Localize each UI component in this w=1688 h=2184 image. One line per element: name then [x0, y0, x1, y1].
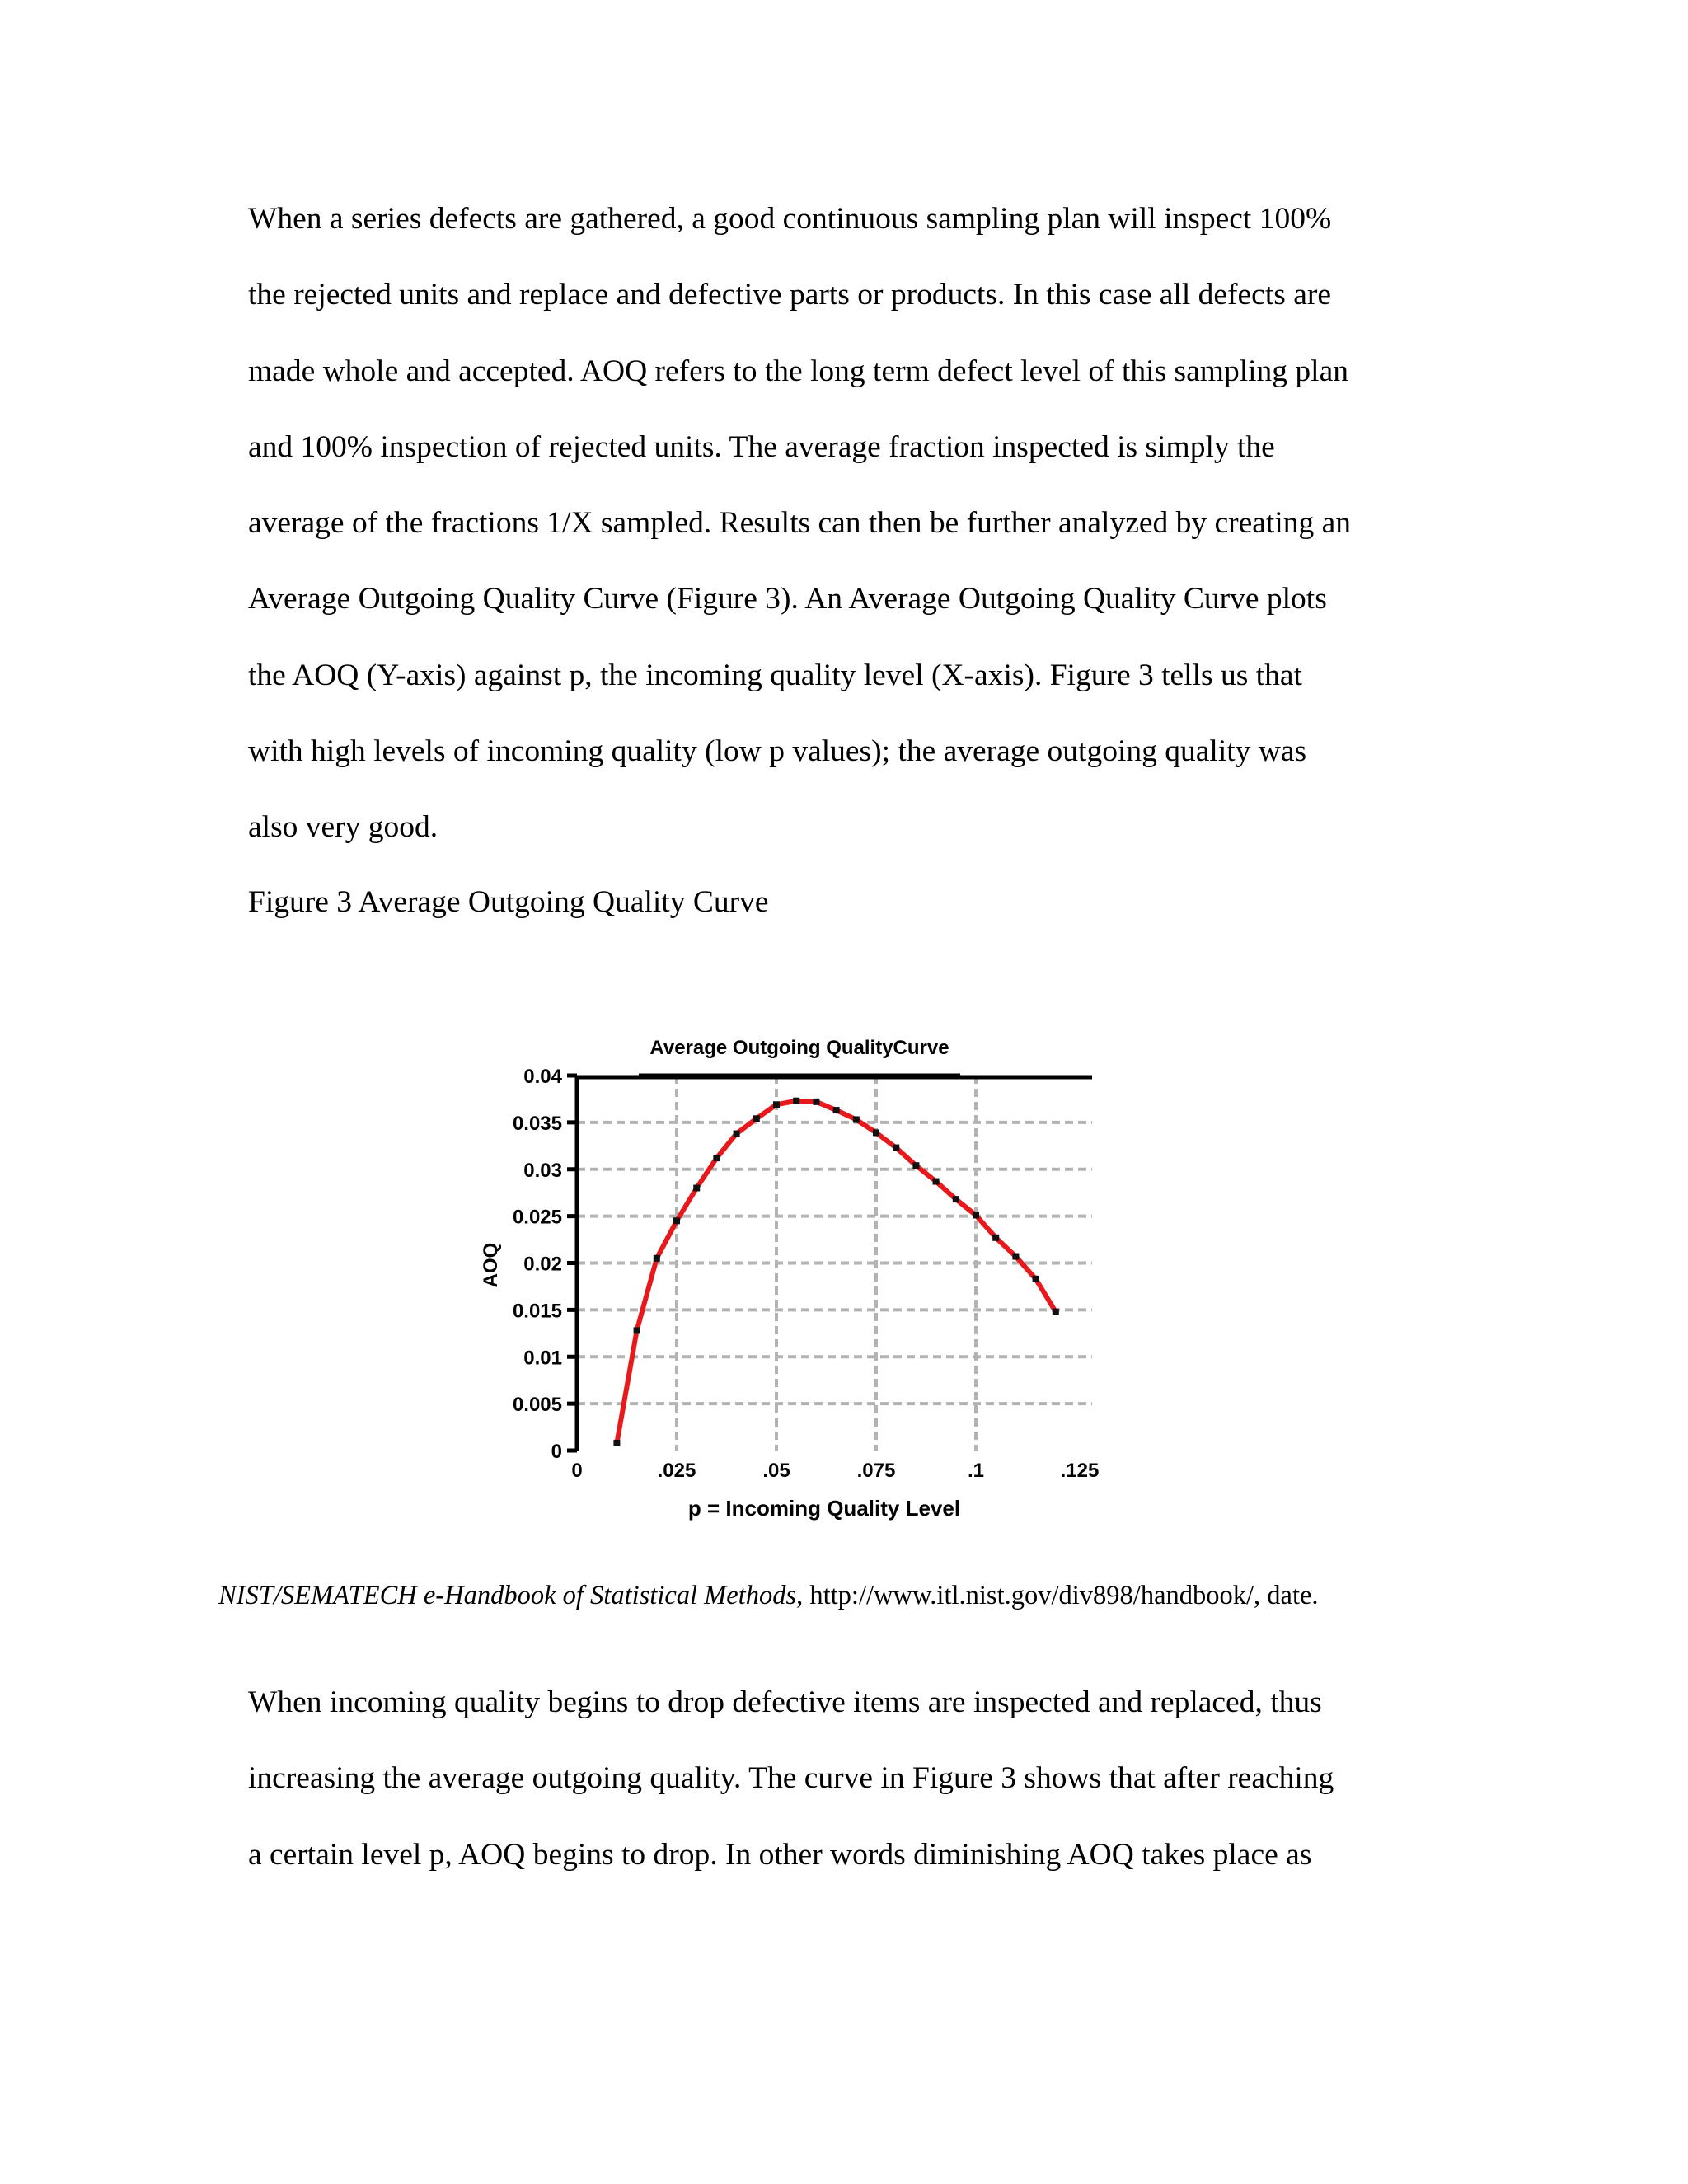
data-point [853, 1116, 860, 1122]
data-point [953, 1196, 959, 1202]
data-point [634, 1327, 640, 1333]
y-tick-label: 0.03 [523, 1159, 562, 1182]
citation-title: NIST/SEMATECH e-Handbook of Statistical Methods [218, 1581, 797, 1610]
y-tick-label: 0.035 [512, 1112, 562, 1135]
x-tick-label: .025 [657, 1460, 696, 1482]
body-paragraph-1 [248, 181, 1451, 866]
paragraph-line: When a series defects are gathered, a good continuous sampling plan will inspect 100% [248, 202, 1332, 236]
data-point [873, 1129, 879, 1136]
data-point [713, 1155, 720, 1161]
x-tick-label: .125 [1060, 1460, 1100, 1482]
figure-caption: Figure 3 Average Outgoing Quality Curve [248, 885, 769, 919]
data-point [1053, 1309, 1059, 1315]
y-tick-label: 0 [551, 1441, 562, 1463]
data-point [992, 1235, 999, 1241]
y-tick-label: 0.04 [523, 1066, 562, 1088]
data-point [1033, 1276, 1039, 1282]
data-point [813, 1099, 819, 1105]
paragraph-line: average of the fractions 1/X sampled. Results can then be further analyzed by creating an [248, 506, 1352, 541]
body-paragraph-2 [248, 1665, 1451, 1893]
paragraph-line: When incoming quality begins to drop defective items are inspected and replaced, thus [248, 1685, 1322, 1719]
paragraph-line: with high levels of incoming quality (low p values); the average outgoing quality was [248, 734, 1307, 769]
paragraph-line: the rejected units and replace and defective parts or products. In this case all defects are [248, 278, 1331, 312]
paragraph-line: increasing the average outgoing quality. The curve in Figure 3 shows that after reaching [248, 1761, 1334, 1796]
paragraph-line: also very good. [248, 810, 438, 845]
x-tick-label: .05 [762, 1460, 790, 1482]
chart-title: Average Outgoing QualityCurve [649, 1037, 950, 1059]
paragraph-line: a certain level p, AOQ begins to drop. In other words diminishing AOQ takes place as [248, 1837, 1312, 1872]
y-tick-label: 0.005 [512, 1394, 562, 1417]
y-tick-label: 0.015 [512, 1300, 562, 1323]
paragraph-line: and 100% inspection of rejected units. The average fraction inspected is simply the [248, 429, 1275, 464]
y-tick-label: 0.01 [523, 1347, 562, 1370]
data-point [933, 1179, 940, 1185]
data-point [613, 1440, 620, 1446]
paragraph-line: Average Outgoing Quality Curve (Figure 3). An Average Outgoing Quality Curve plots [248, 582, 1327, 616]
data-point [1012, 1254, 1019, 1260]
x-tick-label: .1 [967, 1460, 985, 1482]
x-tick-label: 0 [571, 1460, 583, 1482]
data-point [893, 1145, 899, 1151]
data-point [753, 1115, 760, 1122]
citation [218, 1575, 1319, 1616]
y-tick-label: 0.02 [523, 1253, 562, 1276]
citation-details: , http://www.itl.nist.gov/div898/handbook/, date. [796, 1581, 1319, 1610]
paragraph-line: the AOQ (Y-axis) against p, the incoming quality level (X-axis). Figure 3 tells us that [248, 658, 1302, 692]
data-point [912, 1162, 919, 1169]
x-axis-label: p = Incoming Quality Level [687, 1496, 961, 1521]
data-point [693, 1185, 700, 1192]
x-tick-label: .075 [856, 1460, 896, 1482]
data-point [773, 1101, 780, 1108]
paragraph-line: made whole and accepted. AOQ refers to the long term defect level of this sampling plan [248, 354, 1348, 388]
data-point [673, 1217, 680, 1224]
data-point [833, 1107, 840, 1113]
x-axis-ticks [571, 1460, 1099, 1482]
data-point [973, 1212, 979, 1218]
aoq-chart [462, 1018, 1104, 1529]
y-tick-label: 0.025 [512, 1206, 562, 1229]
aoq-line [617, 1101, 1055, 1443]
y-axis-ticks [513, 1066, 577, 1463]
data-point [734, 1131, 740, 1137]
data-point [793, 1098, 799, 1104]
y-axis-label: AOQ [480, 1242, 502, 1288]
data-point [654, 1255, 660, 1262]
aoq-series [613, 1098, 1058, 1446]
